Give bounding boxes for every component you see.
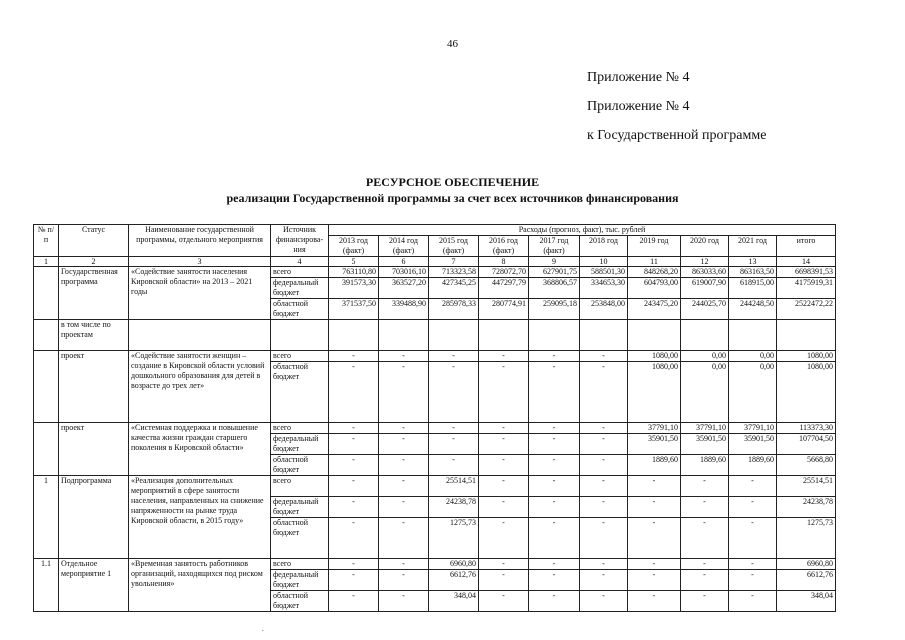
column-number: 1: [34, 257, 59, 267]
cell-value: -: [479, 476, 529, 497]
cell-value: -: [479, 591, 529, 612]
column-number: 10: [580, 257, 628, 267]
cell-value: -: [580, 455, 628, 476]
header-num: № п/п: [34, 225, 59, 257]
cell-value: 604793,00: [628, 278, 681, 299]
cell-source: [271, 320, 329, 351]
cell-value: -: [529, 351, 580, 362]
cell-value: 259095,18: [529, 299, 580, 320]
cell-value: 37791,10: [628, 423, 681, 434]
cell-value: -: [580, 497, 628, 518]
cell-num: [34, 351, 59, 423]
cell-value: 244248,50: [729, 299, 777, 320]
cell-value: 35901,50: [681, 434, 729, 455]
header-year: 2017 год (факт): [529, 236, 580, 257]
cell-value: -: [329, 591, 379, 612]
cell-value: -: [580, 591, 628, 612]
cell-source: всего: [271, 423, 329, 434]
table-row: [34, 320, 836, 351]
cell-value: [580, 320, 628, 351]
cell-status: проект: [59, 351, 129, 423]
cell-value: -: [681, 570, 729, 591]
cell-value: 1889,60: [628, 455, 681, 476]
cell-value: -: [529, 570, 580, 591]
scan-mark: .: [262, 625, 264, 633]
cell-status: Отдельное мероприятие 1: [59, 559, 129, 612]
column-number: 14: [777, 257, 836, 267]
cell-value: [379, 320, 429, 351]
cell-value: 339488,90: [379, 299, 429, 320]
header-name: Наименование государственной программы, отдельного мероприятия: [129, 225, 271, 257]
cell-source: федеральный бюджет: [271, 278, 329, 299]
cell-value: -: [329, 497, 379, 518]
cell-value: -: [479, 423, 529, 434]
header-year: 2020 год: [681, 236, 729, 257]
cell-num: 1: [34, 476, 59, 559]
cell-value: 763110,80: [329, 267, 379, 278]
cell-value: 24238,78: [777, 497, 836, 518]
cell-status: проект: [59, 423, 129, 476]
cell-value: 37791,10: [729, 423, 777, 434]
column-number: 12: [681, 257, 729, 267]
cell-num: [34, 423, 59, 476]
cell-value: -: [681, 591, 729, 612]
cell-value: 4175919,31: [777, 278, 836, 299]
cell-value: -: [529, 362, 580, 423]
cell-value: [329, 320, 379, 351]
cell-value: [777, 320, 836, 351]
header-status: Статус: [59, 225, 129, 257]
cell-value: 1889,60: [681, 455, 729, 476]
cell-source: всего: [271, 476, 329, 497]
appendix-line-2: Приложение № 4: [587, 99, 690, 114]
cell-value: -: [628, 476, 681, 497]
cell-source: всего: [271, 351, 329, 362]
column-number: 7: [429, 257, 479, 267]
cell-name: «Содействие занятости населения Кировской области» на 2013 – 2021 годы: [129, 267, 271, 320]
cell-value: -: [580, 559, 628, 570]
cell-value: -: [479, 351, 529, 362]
cell-value: -: [529, 455, 580, 476]
cell-value: -: [580, 362, 628, 423]
cell-value: 334653,30: [580, 278, 628, 299]
cell-value: 243475,20: [628, 299, 681, 320]
cell-value: -: [379, 423, 429, 434]
cell-name: [129, 320, 271, 351]
cell-value: -: [329, 570, 379, 591]
appendix-line-3: к Государственной программе: [587, 128, 767, 143]
cell-value: 368806,57: [529, 278, 580, 299]
cell-value: 280774,91: [479, 299, 529, 320]
column-number: 2: [59, 257, 129, 267]
cell-value: 1080,00: [777, 351, 836, 362]
cell-value: -: [580, 518, 628, 559]
cell-value: 1080,00: [628, 351, 681, 362]
cell-value: 703016,10: [379, 267, 429, 278]
cell-value: 253848,00: [580, 299, 628, 320]
cell-value: -: [580, 423, 628, 434]
cell-source: областной бюджет: [271, 455, 329, 476]
cell-value: -: [479, 455, 529, 476]
cell-value: -: [529, 559, 580, 570]
cell-value: -: [580, 570, 628, 591]
header-year: 2015 год (факт): [429, 236, 479, 257]
cell-value: -: [628, 591, 681, 612]
cell-num: 1.1: [34, 559, 59, 612]
cell-value: -: [379, 455, 429, 476]
header-source: Источник финансирова-ния: [271, 225, 329, 257]
cell-value: -: [329, 476, 379, 497]
cell-name: «Системная поддержка и повышение качества жизни граждан старшего поколения в Кировской области»: [129, 423, 271, 476]
cell-value: -: [729, 570, 777, 591]
cell-value: -: [529, 434, 580, 455]
column-number: 6: [379, 257, 429, 267]
cell-value: -: [379, 518, 429, 559]
cell-value: 391573,30: [329, 278, 379, 299]
cell-value: -: [479, 497, 529, 518]
cell-value: 348,04: [777, 591, 836, 612]
cell-value: 35901,50: [729, 434, 777, 455]
cell-name: «Реализация дополнительных мероприятий в сфере занятости населения, направленных на снижение напряженности на рынке труда Кировской области, в 2015 году»: [129, 476, 271, 559]
cell-value: 113373,30: [777, 423, 836, 434]
cell-value: -: [329, 351, 379, 362]
cell-value: [429, 320, 479, 351]
cell-value: -: [681, 518, 729, 559]
cell-value: -: [329, 423, 379, 434]
cell-value: [729, 320, 777, 351]
cell-value: -: [529, 518, 580, 559]
document-subtitle: реализации Государственной программы за счет всех источников финансирования: [226, 191, 679, 205]
cell-value: 588501,30: [580, 267, 628, 278]
cell-value: 6960,80: [429, 559, 479, 570]
header-year: 2014 год (факт): [379, 236, 429, 257]
column-number: 11: [628, 257, 681, 267]
cell-value: -: [479, 434, 529, 455]
cell-value: -: [429, 423, 479, 434]
cell-value: 107704,50: [777, 434, 836, 455]
cell-source: областной бюджет: [271, 299, 329, 320]
cell-value: 35901,50: [628, 434, 681, 455]
appendix-line-1: Приложение № 4: [587, 70, 690, 85]
cell-value: 627901,75: [529, 267, 580, 278]
cell-value: 0,00: [729, 362, 777, 423]
cell-value: 5668,80: [777, 455, 836, 476]
cell-value: -: [329, 434, 379, 455]
cell-value: 863033,60: [681, 267, 729, 278]
cell-value: -: [379, 351, 429, 362]
cell-value: [628, 320, 681, 351]
cell-value: 6612,76: [429, 570, 479, 591]
cell-value: 0,00: [681, 351, 729, 362]
cell-value: 713323,58: [429, 267, 479, 278]
cell-value: -: [681, 497, 729, 518]
cell-value: 244025,70: [681, 299, 729, 320]
cell-source: всего: [271, 267, 329, 278]
table-row: [34, 559, 836, 570]
cell-value: 37791,10: [681, 423, 729, 434]
header-year: 2016 год (факт): [479, 236, 529, 257]
table-row: [34, 423, 836, 434]
cell-status: Подпрограмма: [59, 476, 129, 559]
cell-value: -: [329, 559, 379, 570]
cell-value: 1275,73: [777, 518, 836, 559]
cell-value: -: [729, 518, 777, 559]
cell-value: [479, 320, 529, 351]
cell-value: 447297,79: [479, 278, 529, 299]
cell-value: -: [329, 455, 379, 476]
cell-value: -: [379, 476, 429, 497]
cell-value: 371537,50: [329, 299, 379, 320]
header-year: 2018 год: [580, 236, 628, 257]
cell-value: -: [628, 518, 681, 559]
cell-value: 24238,78: [429, 497, 479, 518]
cell-value: 348,04: [429, 591, 479, 612]
cell-value: 6698391,53: [777, 267, 836, 278]
column-number: 8: [479, 257, 529, 267]
cell-value: -: [681, 559, 729, 570]
cell-value: -: [529, 476, 580, 497]
cell-source: всего: [271, 559, 329, 570]
resource-table: [33, 224, 836, 612]
header-year: 2021 год: [729, 236, 777, 257]
cell-name: «Содействие занятости женщин – создание в Кировской области условий дошкольного образования для детей в возрасте до трех лет»: [129, 351, 271, 423]
cell-value: -: [628, 497, 681, 518]
cell-value: 363527,20: [379, 278, 429, 299]
cell-value: -: [580, 434, 628, 455]
header-year: 2019 год: [628, 236, 681, 257]
cell-value: -: [580, 351, 628, 362]
cell-value: -: [729, 591, 777, 612]
column-number: 9: [529, 257, 580, 267]
header-year: итого: [777, 236, 836, 257]
cell-value: -: [529, 423, 580, 434]
cell-value: -: [580, 476, 628, 497]
cell-value: 1080,00: [777, 362, 836, 423]
cell-value: 619007,90: [681, 278, 729, 299]
cell-value: -: [479, 362, 529, 423]
cell-source: федеральный бюджет: [271, 497, 329, 518]
column-number: 3: [129, 257, 271, 267]
document-title: РЕСУРСНОЕ ОБЕСПЕЧЕНИЕ: [365, 175, 540, 189]
table-row: [34, 351, 836, 362]
cell-value: 1080,00: [628, 362, 681, 423]
cell-value: -: [379, 591, 429, 612]
cell-source: областной бюджет: [271, 591, 329, 612]
cell-value: 25514,51: [429, 476, 479, 497]
cell-num: [34, 267, 59, 320]
cell-value: 863163,50: [729, 267, 777, 278]
cell-value: [529, 320, 580, 351]
cell-value: 427345,25: [429, 278, 479, 299]
cell-value: -: [429, 455, 479, 476]
cell-value: -: [329, 362, 379, 423]
cell-value: -: [529, 591, 580, 612]
table-row: [34, 267, 836, 278]
page-number: 46: [447, 38, 458, 50]
cell-status: в том числе по проектам: [59, 320, 129, 351]
cell-value: 25514,51: [777, 476, 836, 497]
cell-status: Государственная программа: [59, 267, 129, 320]
table-row: [34, 476, 836, 497]
cell-source: федеральный бюджет: [271, 434, 329, 455]
column-number: 5: [329, 257, 379, 267]
cell-source: федеральный бюджет: [271, 570, 329, 591]
cell-value: 0,00: [681, 362, 729, 423]
cell-value: 6612,76: [777, 570, 836, 591]
cell-source: областной бюджет: [271, 362, 329, 423]
cell-value: -: [429, 362, 479, 423]
cell-value: -: [379, 362, 429, 423]
cell-value: -: [479, 559, 529, 570]
cell-value: -: [529, 497, 580, 518]
header-expenses: Расходы (прогноз, факт), тыс. рублей: [329, 225, 836, 236]
cell-value: 728072,70: [479, 267, 529, 278]
cell-value: -: [729, 559, 777, 570]
cell-value: -: [329, 518, 379, 559]
cell-value: -: [681, 476, 729, 497]
column-number: 13: [729, 257, 777, 267]
cell-value: -: [729, 497, 777, 518]
cell-value: 848268,20: [628, 267, 681, 278]
cell-value: -: [628, 570, 681, 591]
cell-value: -: [379, 434, 429, 455]
cell-source: областной бюджет: [271, 518, 329, 559]
cell-value: [681, 320, 729, 351]
cell-value: 0,00: [729, 351, 777, 362]
header-year: 2013 год (факт): [329, 236, 379, 257]
cell-value: 618915,00: [729, 278, 777, 299]
cell-value: -: [429, 434, 479, 455]
cell-value: 285978,33: [429, 299, 479, 320]
cell-value: -: [429, 351, 479, 362]
cell-name: «Временная занятость работников организаций, находящихся под риском увольнения»: [129, 559, 271, 612]
cell-value: -: [628, 559, 681, 570]
cell-value: -: [729, 476, 777, 497]
cell-value: 6960,80: [777, 559, 836, 570]
cell-value: -: [379, 559, 429, 570]
cell-value: 2522472,22: [777, 299, 836, 320]
cell-value: 1889,60: [729, 455, 777, 476]
cell-value: -: [379, 497, 429, 518]
cell-value: -: [479, 518, 529, 559]
cell-value: -: [479, 570, 529, 591]
cell-value: -: [379, 570, 429, 591]
cell-value: 1275,73: [429, 518, 479, 559]
column-number: 4: [271, 257, 329, 267]
cell-num: [34, 320, 59, 351]
